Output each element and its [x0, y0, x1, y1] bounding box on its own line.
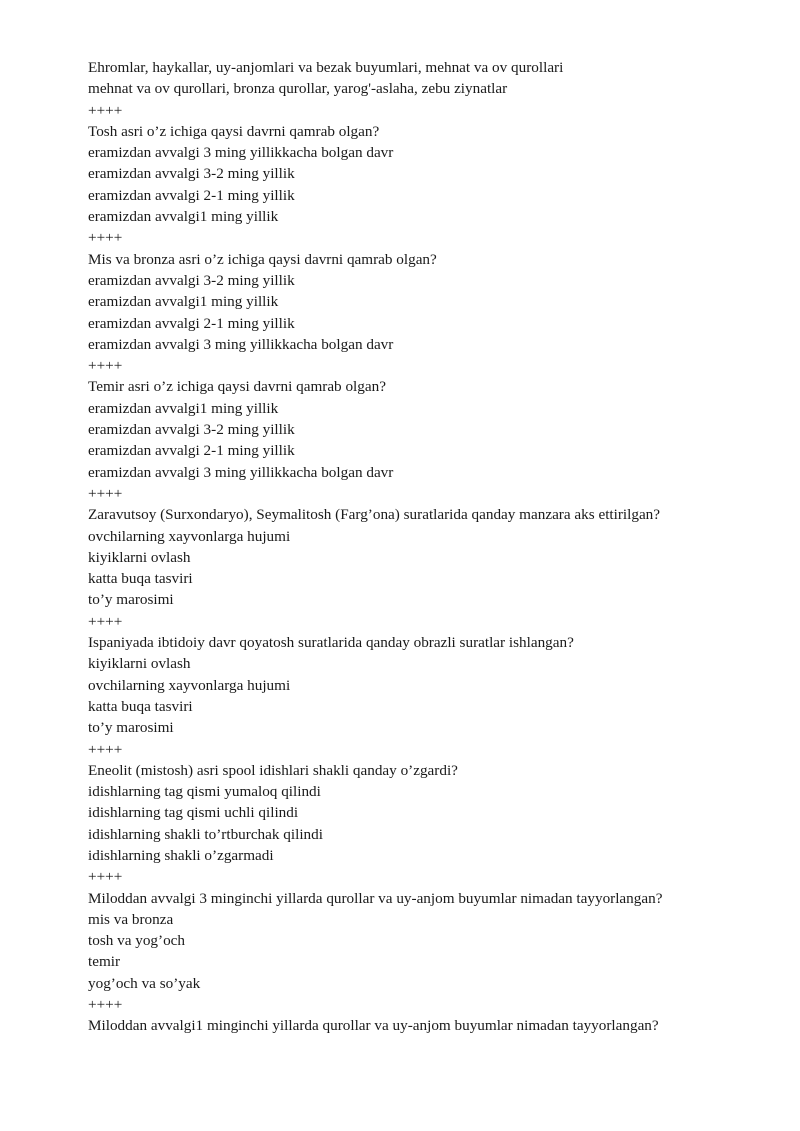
answer-line: tosh va yog’och [88, 932, 186, 950]
answer-line: eramizdan avvalgi 3 ming yillikkacha bolgan davr [88, 463, 394, 481]
answer-line: kiyiklarni ovlash [88, 655, 191, 673]
answer-line: mis va bronza [88, 910, 174, 928]
answer-line: eramizdan avvalgi1 ming yillik [88, 293, 279, 311]
separator-line: ++++ [88, 357, 123, 375]
answer-line: to’y marosimi [88, 591, 174, 609]
answer-line: eramizdan avvalgi 3-2 ming yillik [88, 165, 295, 183]
question-line: Eneolit (mistosh) asri spool idishlari shakli qanday o’zgardi? [88, 761, 458, 779]
separator-line: ++++ [88, 740, 123, 758]
answer-line: eramizdan avvalgi1 ming yillik [88, 399, 279, 417]
answer-line: idishlarning tag qismi yumaloq qilindi [88, 783, 321, 801]
answer-line: idishlarning tag qismi uchli qilindi [88, 804, 299, 822]
question-line: Mis va bronza asri o’z ichiga qaysi davrni qamrab olgan? [88, 250, 437, 268]
separator-line: ++++ [88, 868, 123, 886]
separator-line: ++++ [88, 612, 123, 630]
question-line: Temir asri o’z ichiga qaysi davrni qamrab olgan? [88, 378, 386, 396]
answer-line: idishlarning shakli o’zgarmadi [88, 846, 274, 864]
answer-line: idishlarning shakli to’rtburchak qilindi [88, 825, 323, 843]
answer-line: temir [88, 953, 121, 971]
answer-line: eramizdan avvalgi 3 ming yillikkacha bolgan davr [88, 335, 394, 353]
answer-line: eramizdan avvalgi 3 ming yillikkacha bolgan davr [88, 144, 394, 162]
answer-line: katta buqa tasviri [88, 697, 193, 715]
text-line: mehnat va ov qurollari, bronza qurollar, yarog'-aslaha, zebu ziynatlar [88, 80, 508, 98]
separator-line: ++++ [88, 996, 123, 1014]
answer-line: eramizdan avvalgi 2-1 ming yillik [88, 314, 295, 332]
question-line: Miloddan avvalgi 3 minginchi yillarda qurollar va uy-anjom buyumlar nimadan tayyorlangan? [88, 889, 663, 907]
answer-line: eramizdan avvalgi 2-1 ming yillik [88, 442, 295, 460]
question-line: Miloddan avvalgi1 minginchi yillarda qurollar va uy-anjom buyumlar nimadan tayyorlangan? [88, 1017, 659, 1035]
separator-line: ++++ [88, 229, 123, 247]
document-page [88, 57, 768, 1037]
answer-line: ovchilarning xayvonlarga hujumi [88, 527, 291, 545]
text-line: Ehromlar, haykallar, uy-anjomlari va bezak buyumlari, mehnat va ov qurollari [88, 59, 564, 76]
answer-line: ovchilarning xayvonlarga hujumi [88, 676, 291, 694]
answer-line: eramizdan avvalgi1 ming yillik [88, 208, 279, 226]
question-line: Ispaniyada ibtidoiy davr qoyatosh suratlarida qanday obrazli suratlar ishlangan? [88, 634, 574, 652]
answer-line: eramizdan avvalgi 2-1 ming yillik [88, 186, 295, 204]
answer-line: eramizdan avvalgi 3-2 ming yillik [88, 421, 295, 439]
answer-line: yog’och va so’yak [88, 974, 201, 992]
separator-line: ++++ [88, 101, 123, 119]
answer-line: kiyiklarni ovlash [88, 548, 191, 566]
question-line: Zaravutsoy (Surxondaryo), Seymalitosh (Farg’ona) suratlarida qanday manzara aks ettirilgan? [88, 506, 661, 524]
answer-line: katta buqa tasviri [88, 570, 193, 588]
separator-line: ++++ [88, 484, 123, 502]
answer-line: to’y marosimi [88, 719, 174, 737]
answer-line: eramizdan avvalgi 3-2 ming yillik [88, 271, 295, 289]
question-line: Tosh asri o’z ichiga qaysi davrni qamrab olgan? [88, 122, 380, 140]
